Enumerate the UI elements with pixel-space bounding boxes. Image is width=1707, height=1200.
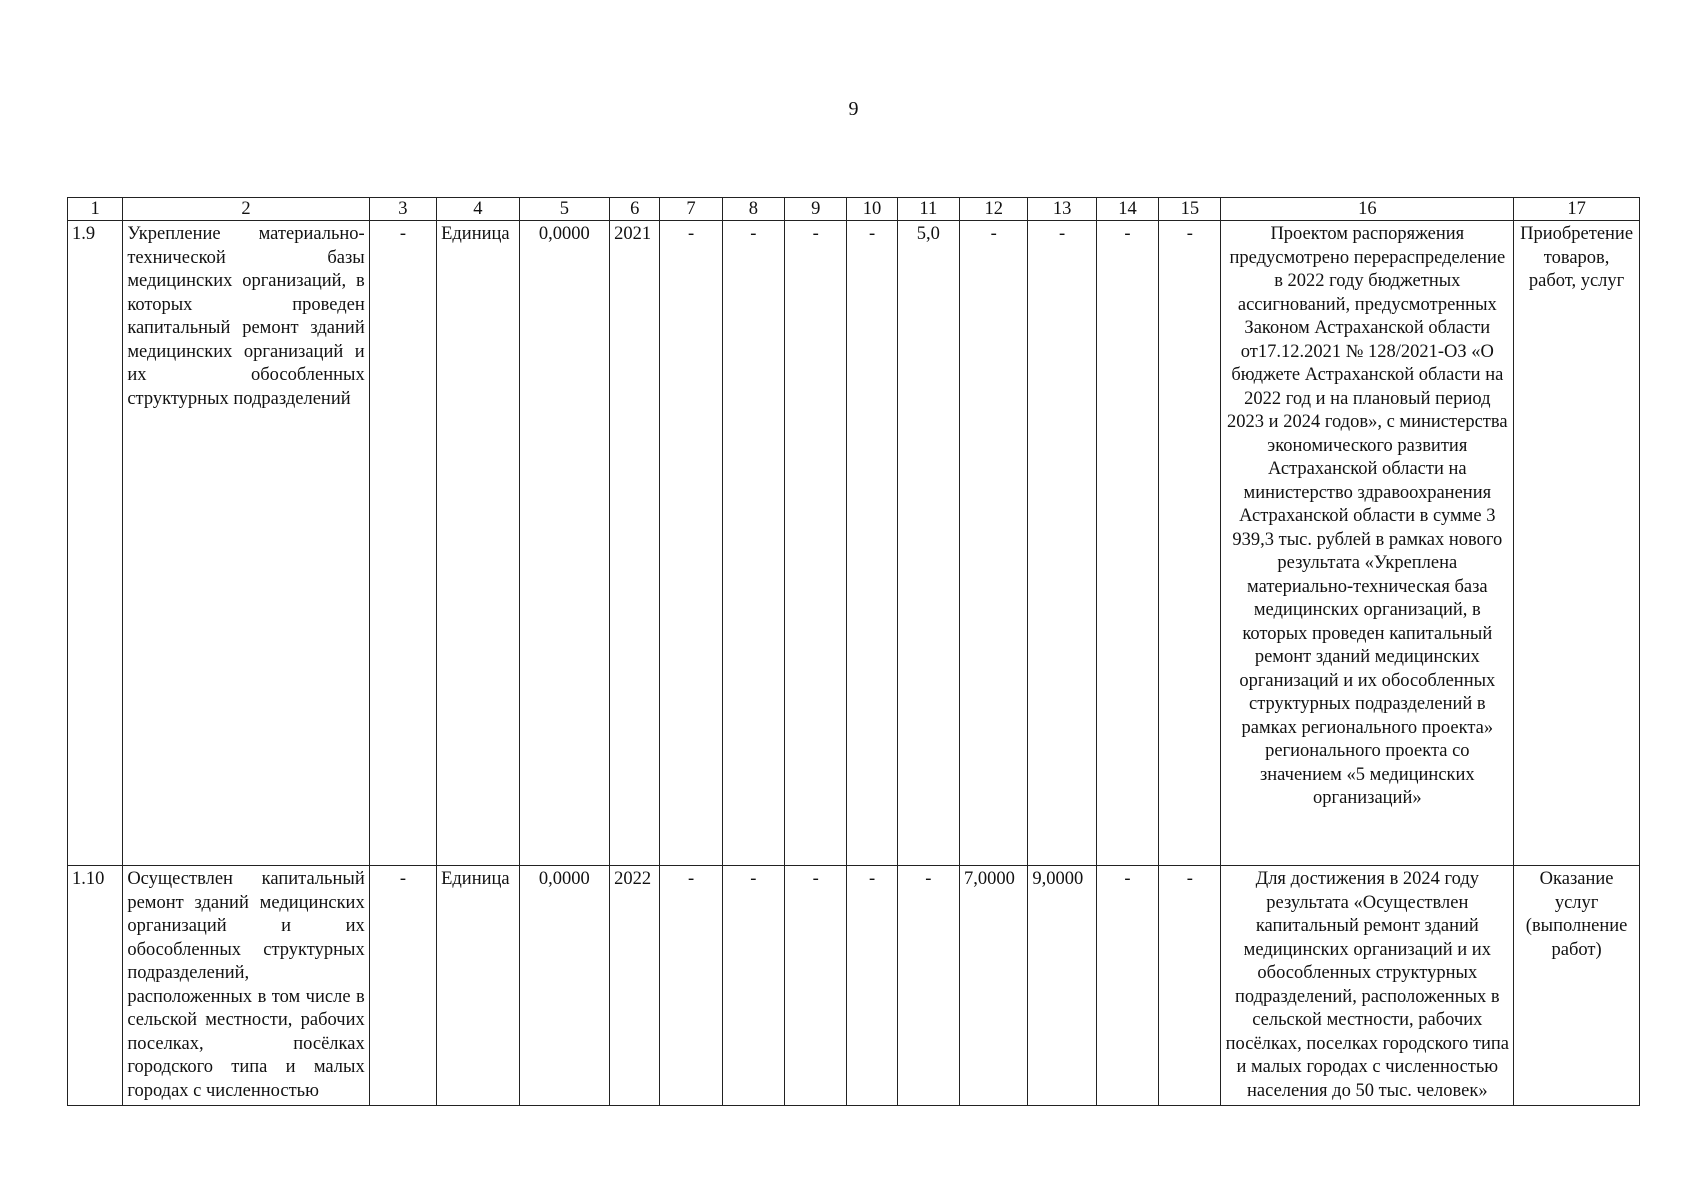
- cell-col-5: 0,0000: [519, 866, 610, 1106]
- column-header: 17: [1514, 198, 1640, 221]
- column-header: 15: [1159, 198, 1221, 221]
- column-header: 7: [660, 198, 722, 221]
- cell-note: Для достижения в 2024 году результата «Осуществлен капитальный ремонт зданий медицинских организаций и их обособленных структурных подразделений, расположенных в сельской местности, рабочих посёлках, поселках городского типа и малых городах с численностью населения до 50 тыс. человек»: [1221, 866, 1514, 1106]
- column-header: 12: [960, 198, 1028, 221]
- table-row: [68, 221, 1640, 866]
- row-number: 1.9: [68, 221, 123, 866]
- cell-col-9: -: [785, 221, 847, 866]
- cell-col-8: -: [722, 221, 784, 866]
- cell-col-8: -: [722, 866, 784, 1106]
- column-header: 1: [68, 198, 123, 221]
- cell-year: 2022: [610, 866, 660, 1106]
- row-number: 1.10: [68, 866, 123, 1106]
- page-number: 9: [848, 98, 859, 120]
- column-header: 16: [1221, 198, 1514, 221]
- cell-col-10: -: [847, 221, 897, 866]
- cell-col-5: 0,0000: [519, 221, 610, 866]
- column-header: 11: [897, 198, 959, 221]
- column-header: 8: [722, 198, 784, 221]
- cell-col-13: -: [1028, 221, 1096, 866]
- data-table: [67, 197, 1640, 1106]
- column-header: 9: [785, 198, 847, 221]
- cell-col-10: -: [847, 866, 897, 1106]
- cell-col-7: -: [660, 221, 722, 866]
- cell-col-12: 7,0000: [960, 866, 1028, 1106]
- column-header: 3: [369, 198, 436, 221]
- cell-col-13: 9,0000: [1028, 866, 1096, 1106]
- cell-year: 2021: [610, 221, 660, 866]
- column-header: 2: [123, 198, 369, 221]
- column-header: 10: [847, 198, 897, 221]
- cell-col-15: -: [1159, 221, 1221, 866]
- column-header: 14: [1096, 198, 1158, 221]
- cell-unit: Единица: [437, 866, 519, 1106]
- column-header: 6: [610, 198, 660, 221]
- cell-type: Оказание услуг (выполнение работ): [1514, 866, 1640, 1106]
- cell-unit: Единица: [437, 221, 519, 866]
- column-header: 4: [437, 198, 519, 221]
- cell-col-11: 5,0: [897, 221, 959, 866]
- cell-col-7: -: [660, 866, 722, 1106]
- cell-col-12: -: [960, 221, 1028, 866]
- cell-col-9: -: [785, 866, 847, 1106]
- column-header: 13: [1028, 198, 1096, 221]
- table-row: [68, 866, 1640, 1106]
- cell-col-3: -: [369, 866, 436, 1106]
- column-header: 5: [519, 198, 610, 221]
- cell-col-14: -: [1096, 221, 1158, 866]
- table-header-row: [68, 198, 1640, 221]
- cell-col-11: -: [897, 866, 959, 1106]
- cell-col-3: -: [369, 221, 436, 866]
- row-name: Укрепление материально-технической базы медицинских организаций, в которых проведен капитальный ремонт зданий медицинских организаций и их обособленных структурных подразделений: [123, 221, 369, 866]
- row-name: Осуществлен капитальный ремонт зданий медицинских организаций и их обособленных структурных подразделений, расположенных в том числе в сельской местности, рабочих поселках, посёлках городского типа и малых городах с численностью: [123, 866, 369, 1106]
- cell-col-15: -: [1159, 866, 1221, 1106]
- cell-type: Приобретение товаров, работ, услуг: [1514, 221, 1640, 866]
- cell-col-14: -: [1096, 866, 1158, 1106]
- cell-note: Проектом распоряжения предусмотрено перераспределение в 2022 году бюджетных ассигнований, предусмотренных Законом Астраханской области от17.12.2021 № 128/2021-ОЗ «О бюджете Астраханской области на 2022 год и на плановый период 2023 и 2024 годов», с министерства экономического развития Астраханской области на министерство здравоохранения Астраханской области в сумме 3 939,3 тыс. рублей в рамках нового результата «Укреплена материально-техническая база медицинских организаций, в которых проведен капитальный ремонт зданий медицинских организаций и их обособленных структурных подразделений в рамках регионального проекта» регионального проекта со значением «5 медицинских организаций»: [1221, 221, 1514, 866]
